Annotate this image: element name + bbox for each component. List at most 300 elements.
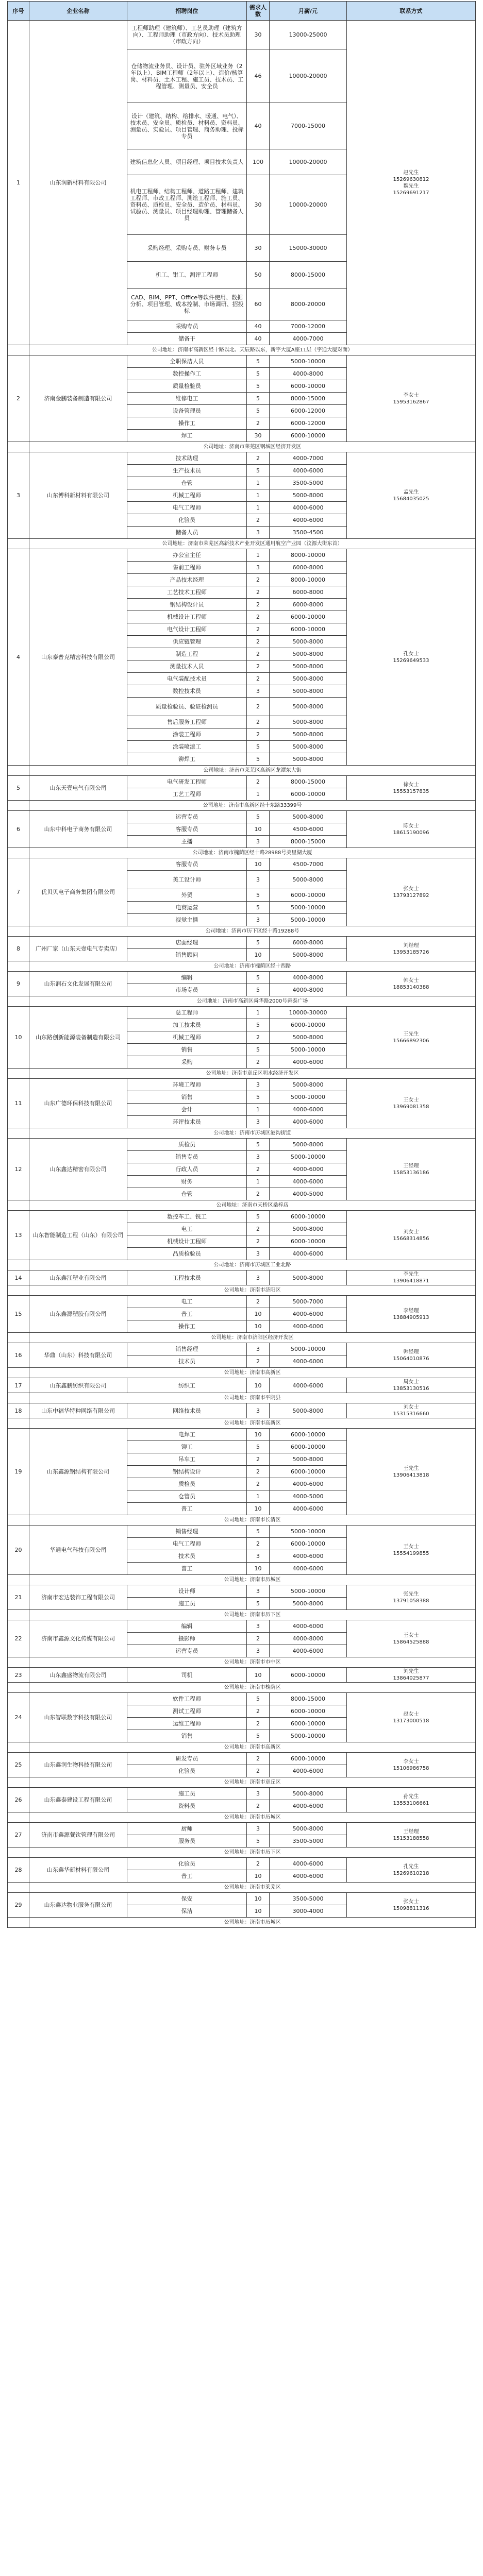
position-name: 建筑信息化人员、项目经理、项目技术负责人 — [127, 149, 247, 175]
position-name: 环境工程师 — [127, 1079, 247, 1091]
headcount: 2 — [247, 1705, 270, 1718]
salary-range: 4000-6000 — [270, 1765, 347, 1777]
headcount: 3 — [247, 527, 270, 539]
company-address: 公司地址：济南市历城区港沟街道 — [29, 1128, 476, 1139]
headcount: 10 — [247, 1378, 270, 1393]
position-name: 纺织工 — [127, 1378, 247, 1393]
table-row — [8, 1526, 476, 1538]
job-table-body — [8, 21, 476, 1928]
salary-range: 6000-10000 — [270, 889, 347, 902]
position-name: 铆焊工 — [127, 753, 247, 766]
headcount: 2 — [247, 1223, 270, 1235]
address-seq-spacer — [8, 1515, 29, 1526]
headcount: 2 — [247, 728, 270, 741]
salary-range: 6000-10000 — [270, 623, 347, 636]
address-row — [8, 1683, 476, 1693]
position-name: 普工 — [127, 1503, 247, 1515]
address-seq-spacer — [8, 766, 29, 776]
position-name: 机械工程师 — [127, 1031, 247, 1044]
company-contact: 赵女士 13173000518 — [347, 1693, 476, 1742]
salary-range: 7000-12000 — [270, 320, 347, 333]
company-contact: 王女士 13969081358 — [347, 1079, 476, 1128]
headcount: 1 — [247, 489, 270, 502]
position-name: 普工 — [127, 1308, 247, 1320]
company-address: 公司地址：济南市章丘区 — [29, 1777, 476, 1788]
company-contact: 赵先生 15269630812 魏先生 15269691217 — [347, 21, 476, 345]
header-count: 需求人数 — [247, 2, 270, 21]
company-contact: 张女士 13793127892 — [347, 858, 476, 926]
position-name: 化验员 — [127, 1858, 247, 1870]
company-contact: 王女士 15864525888 — [347, 1620, 476, 1657]
headcount: 2 — [247, 452, 270, 465]
salary-range: 10000-20000 — [270, 149, 347, 175]
headcount: 5 — [247, 741, 270, 753]
address-row — [8, 1883, 476, 1893]
headcount: 5 — [247, 972, 270, 984]
position-name: 工艺技术工程师 — [127, 586, 247, 599]
position-name: 品质检验员 — [127, 1248, 247, 1260]
salary-range: 4000-6000 — [270, 1308, 347, 1320]
position-name: 视觉主播 — [127, 914, 247, 926]
table-row — [8, 1823, 476, 1835]
company-address: 公司地址：济南市历城区 — [29, 1812, 476, 1823]
position-name: 数控操作工 — [127, 368, 247, 380]
company-contact: 张女士 15098811316 — [347, 1893, 476, 1918]
headcount: 2 — [247, 1188, 270, 1200]
salary-range: 5000-8000 — [270, 1079, 347, 1091]
company-contact: 韩女士 18853140388 — [347, 972, 476, 996]
position-name: 销售 — [127, 1091, 247, 1104]
salary-range: 6000-10000 — [270, 430, 347, 442]
position-name: 运营专员 — [127, 1645, 247, 1657]
position-name: 电工 — [127, 1296, 247, 1308]
company-name: 山东润石文化发展有限公司 — [29, 972, 127, 996]
company-address: 公司地址：济南市莱芜区 — [29, 1883, 476, 1893]
headcount: 2 — [247, 623, 270, 636]
salary-range: 6000-10000 — [270, 1235, 347, 1248]
company-name: 山东泰普克精密科技有限公司 — [29, 549, 127, 766]
salary-range: 8000-20000 — [270, 289, 347, 320]
salary-range: 4000-6000 — [270, 1645, 347, 1657]
address-seq-spacer — [8, 926, 29, 937]
company-seq: 10 — [8, 1007, 29, 1069]
salary-range: 6000-10000 — [270, 788, 347, 801]
table-row — [8, 1620, 476, 1633]
salary-range: 5000-8000 — [270, 673, 347, 685]
company-address: 公司地址：济南市高新区舜华路2000号舜泰广场 — [29, 996, 476, 1007]
salary-range: 5000-8000 — [270, 648, 347, 660]
table-row — [8, 776, 476, 788]
headcount: 1 — [247, 477, 270, 489]
salary-range: 6000-10000 — [270, 380, 347, 393]
company-contact: 李先生 13906418871 — [347, 1270, 476, 1285]
salary-range: 4000-6000 — [270, 1550, 347, 1563]
salary-range: 5000-8000 — [270, 1270, 347, 1285]
address-seq-spacer — [8, 1333, 29, 1343]
headcount: 2 — [247, 1235, 270, 1248]
headcount: 5 — [247, 393, 270, 405]
company-seq: 22 — [8, 1620, 29, 1657]
salary-range: 5000-8000 — [270, 949, 347, 961]
salary-range: 5000-8000 — [270, 660, 347, 673]
headcount: 3 — [247, 871, 270, 889]
headcount: 2 — [247, 648, 270, 660]
address-seq-spacer — [8, 345, 29, 355]
position-name: 设备管理员 — [127, 405, 247, 417]
company-name: 山东鑫源塑胶有限公司 — [29, 1296, 127, 1333]
salary-range: 4000-6000 — [270, 1320, 347, 1333]
company-name: 山东鑫润生物科技有限公司 — [29, 1753, 127, 1777]
salary-range: 5000-8000 — [270, 811, 347, 823]
company-seq: 1 — [8, 21, 29, 345]
address-seq-spacer — [8, 1418, 29, 1429]
salary-range: 5000-8000 — [270, 1598, 347, 1610]
salary-range: 8000-10000 — [270, 549, 347, 562]
position-name: 电工 — [127, 1223, 247, 1235]
table-row — [8, 858, 476, 871]
headcount: 3 — [247, 1645, 270, 1657]
company-name: 山东中科电子商务有限公司 — [29, 811, 127, 848]
address-row — [8, 1812, 476, 1823]
company-seq: 21 — [8, 1585, 29, 1610]
salary-range: 6000-10000 — [270, 1441, 347, 1453]
headcount: 30 — [247, 175, 270, 235]
address-seq-spacer — [8, 848, 29, 858]
company-contact: 孔先生 15269610218 — [347, 1858, 476, 1883]
headcount: 5 — [247, 1693, 270, 1705]
position-name: 仓管 — [127, 1188, 247, 1200]
position-name: 数控车工、铣工 — [127, 1211, 247, 1223]
address-seq-spacer — [8, 1657, 29, 1668]
company-address: 公司地址：济南市历城区 — [29, 1918, 476, 1928]
salary-range: 6000-10000 — [270, 1466, 347, 1478]
headcount: 5 — [247, 1441, 270, 1453]
salary-range: 5000-10000 — [270, 1044, 347, 1056]
company-address: 公司地址：济南市市中区 — [29, 1657, 476, 1668]
position-name: 网络技术员 — [127, 1403, 247, 1418]
salary-range: 4000-6000 — [270, 1056, 347, 1069]
address-row — [8, 1260, 476, 1270]
position-name: 质检员 — [127, 1478, 247, 1490]
headcount: 2 — [247, 1633, 270, 1645]
position-name: 仓管 — [127, 477, 247, 489]
headcount: 3 — [247, 1550, 270, 1563]
headcount: 10 — [247, 1503, 270, 1515]
address-seq-spacer — [8, 1848, 29, 1858]
salary-range: 8000-15000 — [270, 1693, 347, 1705]
address-seq-spacer — [8, 539, 29, 549]
headcount: 5 — [247, 1019, 270, 1031]
salary-range: 4000-5000 — [270, 1188, 347, 1200]
table-row — [8, 549, 476, 562]
salary-range: 6000-8000 — [270, 599, 347, 611]
table-row — [8, 1007, 476, 1019]
salary-range: 13000-25000 — [270, 21, 347, 49]
position-name: 软件工程师 — [127, 1693, 247, 1705]
company-seq: 25 — [8, 1753, 29, 1777]
headcount: 2 — [247, 1355, 270, 1368]
headcount: 5 — [247, 1139, 270, 1151]
position-name: 售前工程师 — [127, 562, 247, 574]
company-name: 山东路创新能源装备制造有限公司 — [29, 1007, 127, 1069]
headcount: 10 — [247, 858, 270, 871]
position-name: 测量技术人员 — [127, 660, 247, 673]
salary-range: 4000-6000 — [270, 1620, 347, 1633]
salary-range: 4000-6000 — [270, 514, 347, 527]
table-row — [8, 1668, 476, 1683]
salary-range: 8000-15000 — [270, 262, 347, 289]
company-address: 公司地址：济南市槐荫区 — [29, 1683, 476, 1693]
headcount: 1 — [247, 549, 270, 562]
salary-range: 4000-6000 — [270, 1163, 347, 1176]
position-name: 办公室主任 — [127, 549, 247, 562]
headcount: 10 — [247, 1893, 270, 1905]
job-table — [7, 1, 476, 1928]
position-name: 编辑 — [127, 1620, 247, 1633]
salary-range: 5000-8000 — [270, 1823, 347, 1835]
salary-range: 5000-10000 — [270, 1091, 347, 1104]
company-address: 公司地址：济南市槐荫区经十西路 — [29, 961, 476, 972]
position-name: 机电工程师、结构工程师、道路工程师、建筑工程师、市政工程师、测绘工程师、施工员、资料员、质检员、安全员、造价员、材料员、试验员、测量员、项目经理助理、管理储备人员 — [127, 175, 247, 235]
address-row — [8, 1848, 476, 1858]
salary-range: 6000-10000 — [270, 1211, 347, 1223]
salary-range: 10000-20000 — [270, 175, 347, 235]
position-name: 质量检验员 — [127, 380, 247, 393]
headcount: 5 — [247, 1044, 270, 1056]
position-name: 销售顾问 — [127, 949, 247, 961]
position-name: 测试工程师 — [127, 1705, 247, 1718]
headcount: 3 — [247, 1079, 270, 1091]
company-seq: 5 — [8, 776, 29, 801]
headcount: 3 — [247, 1343, 270, 1355]
headcount: 3 — [247, 1151, 270, 1163]
salary-range: 7000-15000 — [270, 103, 347, 149]
salary-range: 5000-10000 — [270, 1730, 347, 1742]
company-address: 公司地址：济南市莱芜区钢城区经济开发区 — [29, 442, 476, 452]
address-seq-spacer — [8, 1777, 29, 1788]
position-name: 操作工 — [127, 1320, 247, 1333]
salary-range: 6000-10000 — [270, 1705, 347, 1718]
headcount: 1 — [247, 1490, 270, 1503]
table-row — [8, 811, 476, 823]
company-address: 公司地址：济南市济阳区 — [29, 1285, 476, 1296]
headcount: 30 — [247, 235, 270, 262]
company-seq: 19 — [8, 1429, 29, 1515]
position-name: 服务员 — [127, 1835, 247, 1848]
address-row — [8, 926, 476, 937]
table-row — [8, 1893, 476, 1905]
headcount: 1 — [247, 1104, 270, 1116]
company-name: 山东鑫达精密有限公司 — [29, 1139, 127, 1200]
table-row — [8, 1858, 476, 1870]
salary-range: 4000-8000 — [270, 368, 347, 380]
position-name: 电商运营 — [127, 902, 247, 914]
headcount: 10 — [247, 1563, 270, 1575]
company-contact: 孔女士 15269649533 — [347, 549, 476, 766]
headcount: 3 — [247, 1823, 270, 1835]
company-contact: 张先生 13791058388 — [347, 1585, 476, 1610]
address-seq-spacer — [8, 1285, 29, 1296]
position-name: 研发专员 — [127, 1753, 247, 1765]
position-name: 客服专员 — [127, 823, 247, 836]
position-name: 电气装配技术员 — [127, 673, 247, 685]
headcount: 2 — [247, 1478, 270, 1490]
table-row — [8, 452, 476, 465]
company-address: 公司地址：济南市济阳区经济开发区 — [29, 1333, 476, 1343]
address-row — [8, 1285, 476, 1296]
company-contact: 王先生 15666892306 — [347, 1007, 476, 1069]
position-name: 普工 — [127, 1563, 247, 1575]
headcount: 3 — [247, 562, 270, 574]
headcount: 5 — [247, 355, 270, 368]
headcount: 5 — [247, 1598, 270, 1610]
salary-range: 8000-15000 — [270, 776, 347, 788]
headcount: 5 — [247, 811, 270, 823]
position-name: 质检员 — [127, 1139, 247, 1151]
salary-range: 6000-8000 — [270, 937, 347, 949]
company-address: 公司地址：济南市高新区经十东路33399号 — [29, 801, 476, 811]
salary-range: 5000-8000 — [270, 1403, 347, 1418]
position-name: 销售 — [127, 1044, 247, 1056]
company-name: 广州厂家（山东天壹电气专卖店） — [29, 937, 127, 961]
position-name: 美工设计师 — [127, 871, 247, 889]
position-name: 产品技术经理 — [127, 574, 247, 586]
header-seq: 序号 — [8, 2, 29, 21]
headcount: 100 — [247, 149, 270, 175]
salary-range: 5000-8000 — [270, 741, 347, 753]
company-contact: 刘女士 15668314856 — [347, 1211, 476, 1260]
position-name: 储备人员 — [127, 527, 247, 539]
address-row — [8, 1777, 476, 1788]
salary-range: 4000-8000 — [270, 984, 347, 996]
salary-range: 8000-15000 — [270, 393, 347, 405]
address-seq-spacer — [8, 1069, 29, 1079]
headcount: 1 — [247, 502, 270, 514]
company-seq: 24 — [8, 1693, 29, 1742]
company-name: 山东智联数字科技有限公司 — [29, 1693, 127, 1742]
position-name: 店面经理 — [127, 937, 247, 949]
headcount: 5 — [247, 753, 270, 766]
position-name: 运维工程师 — [127, 1718, 247, 1730]
address-seq-spacer — [8, 996, 29, 1007]
position-name: 工程师助理（建筑师）、工艺员助理（建筑方向）、工程师助理（市政方向）、技术员助理（市政方向） — [127, 21, 247, 49]
salary-range: 5000-10000 — [270, 1151, 347, 1163]
salary-range: 6000-10000 — [270, 1538, 347, 1550]
company-contact: 刘女士 15315316660 — [347, 1403, 476, 1418]
headcount: 30 — [247, 21, 270, 49]
address-row — [8, 1742, 476, 1753]
headcount: 5 — [247, 889, 270, 902]
position-name: 电气研发工程师 — [127, 776, 247, 788]
position-name: 司机 — [127, 1668, 247, 1683]
salary-range: 4000-6000 — [270, 465, 347, 477]
salary-range: 5000-7000 — [270, 1296, 347, 1308]
salary-range: 6000-12000 — [270, 417, 347, 430]
position-name: 销售专员 — [127, 1151, 247, 1163]
header-company: 企业名称 — [29, 2, 127, 21]
headcount: 3 — [247, 1270, 270, 1285]
salary-range: 5000-8000 — [270, 685, 347, 698]
headcount: 2 — [247, 1163, 270, 1176]
headcount: 2 — [247, 514, 270, 527]
headcount: 2 — [247, 586, 270, 599]
company-seq: 11 — [8, 1079, 29, 1128]
salary-range: 4000-6000 — [270, 1355, 347, 1368]
headcount: 5 — [247, 1835, 270, 1848]
headcount: 2 — [247, 417, 270, 430]
headcount: 2 — [247, 1765, 270, 1777]
address-seq-spacer — [8, 1368, 29, 1378]
address-row — [8, 1368, 476, 1378]
salary-range: 4000-7000 — [270, 333, 347, 345]
company-contact: 王女士 15554199855 — [347, 1526, 476, 1575]
salary-range: 3000-4000 — [270, 1905, 347, 1918]
position-name: 涂装喷漆工 — [127, 741, 247, 753]
salary-range: 4000-6000 — [270, 1116, 347, 1128]
headcount: 2 — [247, 698, 270, 716]
headcount: 5 — [247, 405, 270, 417]
position-name: 工艺工程师 — [127, 788, 247, 801]
address-row — [8, 1575, 476, 1585]
salary-range: 5000-10000 — [270, 902, 347, 914]
address-row — [8, 1515, 476, 1526]
salary-range: 5000-8000 — [270, 1139, 347, 1151]
headcount: 10 — [247, 1668, 270, 1683]
company-contact: 王经理 15153188558 — [347, 1823, 476, 1848]
position-name: 行政人员 — [127, 1163, 247, 1176]
company-contact: 李女士 15106986758 — [347, 1753, 476, 1777]
table-row — [8, 1270, 476, 1285]
salary-range: 4500-6000 — [270, 823, 347, 836]
company-seq: 6 — [8, 811, 29, 848]
salary-range: 4000-6000 — [270, 1800, 347, 1812]
position-name: 铆工 — [127, 1441, 247, 1453]
salary-range: 6000-10000 — [270, 1718, 347, 1730]
headcount: 2 — [247, 599, 270, 611]
company-contact: 王先生 13906413818 — [347, 1429, 476, 1515]
position-name: 保洁 — [127, 1905, 247, 1918]
headcount: 2 — [247, 1031, 270, 1044]
table-row — [8, 1378, 476, 1393]
company-address: 公司地址：济南市高新区 — [29, 1418, 476, 1429]
company-name: 华通电气科技有限公司 — [29, 1526, 127, 1575]
position-name: CAD、BIM、PPT、Office等软件使用、数据分析、项目管理、成本控制、市场调研、招投标 — [127, 289, 247, 320]
salary-range: 5000-8000 — [270, 1788, 347, 1800]
position-name: 会计 — [127, 1104, 247, 1116]
company-seq: 3 — [8, 452, 29, 539]
salary-range: 6000-10000 — [270, 1019, 347, 1031]
headcount: 5 — [247, 368, 270, 380]
position-name: 销售经理 — [127, 1343, 247, 1355]
headcount: 5 — [247, 1526, 270, 1538]
position-name: 销售 — [127, 1730, 247, 1742]
headcount: 2 — [247, 1858, 270, 1870]
salary-range: 10000-30000 — [270, 1007, 347, 1019]
position-name: 设计（建筑、结构、给排水、暖通、电气）、技术员、安全员、质检员、材料员、资料员、测量员、实验员、项目管理、商务助理、投标专员 — [127, 103, 247, 149]
company-seq: 27 — [8, 1823, 29, 1848]
address-row — [8, 1657, 476, 1668]
headcount: 2 — [247, 716, 270, 728]
company-address: 公司地址：济南市历下区经十路19288号 — [29, 926, 476, 937]
position-name: 电气工程师 — [127, 502, 247, 514]
position-name: 普工 — [127, 1870, 247, 1883]
company-seq: 13 — [8, 1211, 29, 1260]
headcount: 2 — [247, 636, 270, 648]
company-name: 山东中福华特种网络有限公司 — [29, 1403, 127, 1418]
company-seq: 12 — [8, 1139, 29, 1200]
company-seq: 15 — [8, 1296, 29, 1333]
company-name: 山东润新材料有限公司 — [29, 21, 127, 345]
